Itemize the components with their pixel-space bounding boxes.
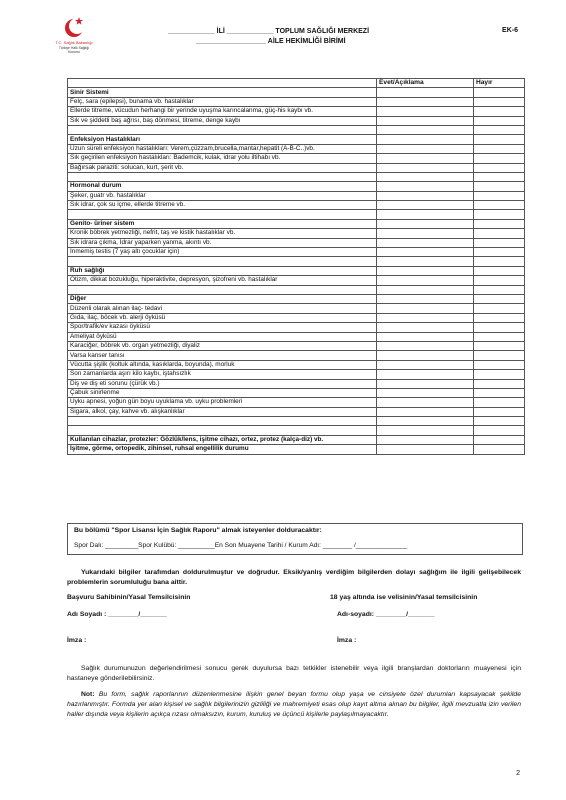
document-header xyxy=(168,27,448,47)
table-row xyxy=(68,172,525,181)
no-answer-cell[interactable] xyxy=(474,97,525,106)
yes-answer-cell[interactable] xyxy=(377,285,474,294)
question-cell: Sık idrar, çok su içme, ellerde titreme vb. xyxy=(68,201,377,210)
table-row xyxy=(68,266,525,275)
yes-answer-cell[interactable] xyxy=(377,201,474,210)
no-answer-cell[interactable] xyxy=(474,398,525,407)
no-answer-cell[interactable] xyxy=(474,276,525,285)
question-cell xyxy=(68,417,377,426)
section-heading-cell: Diğer xyxy=(68,294,377,303)
no-answer-cell[interactable] xyxy=(474,163,525,172)
no-answer-cell[interactable] xyxy=(474,426,525,435)
table-row xyxy=(68,341,525,350)
no-answer-cell[interactable] xyxy=(474,294,525,303)
yes-answer-cell[interactable] xyxy=(377,351,474,360)
table-row xyxy=(68,257,525,266)
question-cell: Vücutta şişlik (koltuk altında, kasıklarda, boyunda), morluk xyxy=(68,360,377,369)
yes-answer-cell[interactable] xyxy=(377,125,474,134)
table-row xyxy=(68,407,525,416)
yes-answer-cell[interactable] xyxy=(377,107,474,116)
question-cell: İşitme, görme, ortopedik, zihinsel, ruhsal engellilik durumu xyxy=(68,445,377,454)
ministry-logo xyxy=(54,14,94,64)
yes-answer-cell[interactable] xyxy=(377,426,474,435)
question-cell: Sık idrara çıkma, İdrar yaparken yanma, akıntı vb. xyxy=(68,238,377,247)
yes-answer-cell[interactable] xyxy=(377,116,474,125)
question-cell xyxy=(68,426,377,435)
table-row xyxy=(68,163,525,172)
no-answer-cell[interactable] xyxy=(474,445,525,454)
no-answer-cell[interactable] xyxy=(474,107,525,116)
guardian-signature-title: 18 yaş altında ise velisinin/Yasal temsilcisinin xyxy=(330,594,478,601)
logo-line2: Türkiye Halk Sağlığı Kurumu xyxy=(58,45,90,54)
question-cell: Otizm, dikkat bozukluğu, hiperaktivite, depresyon, şizofreni vb. hastalıklar xyxy=(68,276,377,285)
question-cell: Bağırsak paraziti: solucan, kurt, şerit vb. xyxy=(68,163,377,172)
question-cell xyxy=(68,125,377,134)
no-answer-cell[interactable] xyxy=(474,201,525,210)
question-cell xyxy=(68,285,377,294)
question-cell: Sigara, alkol, çay, kahve vb. alışkanlıklar xyxy=(68,407,377,416)
table-row xyxy=(68,97,525,106)
table-row xyxy=(68,210,525,219)
health-declaration-table xyxy=(67,78,525,455)
table-row xyxy=(68,191,525,200)
yes-answer-cell[interactable] xyxy=(377,445,474,454)
no-answer-cell[interactable] xyxy=(474,313,525,322)
yes-answer-cell[interactable] xyxy=(377,163,474,172)
yes-answer-cell[interactable] xyxy=(377,407,474,416)
question-cell: Ameliyat öyküsü xyxy=(68,332,377,341)
exam-info-paragraph: Sağlık durumunuzun değerlendirilmesi sonucu gerek duyulursa bazı tetkikler istenebilir veya ilgili branşlardan doktorların muayenesi için hastaneye gönderilebilirsiniz. xyxy=(67,665,521,682)
no-answer-cell[interactable] xyxy=(474,172,525,181)
yes-answer-cell[interactable] xyxy=(377,172,474,181)
question-cell xyxy=(68,257,377,266)
section-heading-cell: Enfeksiyon Hastalıkları xyxy=(68,135,377,144)
yes-answer-cell[interactable] xyxy=(377,210,474,219)
sport-license-section xyxy=(67,523,523,555)
question-cell: Spor/trafik/ev kazası öyküsü xyxy=(68,323,377,332)
yes-answer-cell[interactable] xyxy=(377,219,474,228)
applicant-sign-field[interactable]: İmza : xyxy=(67,637,87,644)
yes-answer-cell[interactable] xyxy=(377,97,474,106)
yes-answer-cell[interactable] xyxy=(377,370,474,379)
question-cell: Kullanılan cihazlar, protezler: Gözlük/lens, işitme cihazı, ortez, protez (kalça-diz) vb. xyxy=(68,435,377,444)
yes-answer-cell[interactable] xyxy=(377,276,474,285)
table-row xyxy=(68,351,525,360)
question-cell xyxy=(68,210,377,219)
sport-section-title: Bu bölümü "Spor Lisansı İçin Sağlık Raporu" almak isteyenler dolduracaktır: xyxy=(74,527,322,534)
table-row xyxy=(68,88,525,97)
question-cell: Uzun süreli enfeksiyon hastalıkları: Verem,çüzzam,brucella,mantar,hepatit (A-B-C..)vb. xyxy=(68,144,377,153)
no-answer-cell[interactable] xyxy=(474,88,525,97)
question-cell: Karaciğer, böbrek vb. organ yetmezliği, diyaliz xyxy=(68,341,377,350)
no-answer-cell[interactable] xyxy=(474,125,525,134)
yes-answer-cell[interactable] xyxy=(377,435,474,444)
header-blank-cell xyxy=(68,79,377,88)
no-answer-cell[interactable] xyxy=(474,323,525,332)
table-row xyxy=(68,116,525,125)
yes-answer-cell[interactable] xyxy=(377,417,474,426)
table-row xyxy=(68,285,525,294)
table-row xyxy=(68,276,525,285)
applicant-signature-title: Başvuru Sahibinin/Yasal Temsilcisinin xyxy=(67,594,191,601)
table-row xyxy=(68,445,525,454)
question-cell: Son zamanlarda aşırı kilo kaybı, iştahsızlık xyxy=(68,370,377,379)
sport-fields[interactable]: Spor Dalı: _________Spor Kulübü: __________En Son Muayene Tarihi / Kurum Adı: ________ /______________ xyxy=(74,542,408,549)
question-cell: Kronik böbrek yetmezliği, nefrit, taş ve kistik hastalıklar vb. xyxy=(68,229,377,238)
yes-answer-cell[interactable] xyxy=(377,257,474,266)
guardian-sign-field[interactable]: İmza : xyxy=(337,637,357,644)
no-answer-cell[interactable] xyxy=(474,219,525,228)
no-answer-cell[interactable] xyxy=(474,388,525,397)
table-row xyxy=(68,135,525,144)
question-cell: Sık geçirilen enfeksiyon hastalıkları: Bademcik, kulak, idrar yolu iltihabı vb. xyxy=(68,154,377,163)
yes-answer-cell[interactable] xyxy=(377,323,474,332)
table-header-row xyxy=(68,79,525,88)
table-row xyxy=(68,125,525,134)
header-line1: ____________ İLİ ____________ TOPLUM SAĞLIĞI MERKEZİ xyxy=(168,28,370,35)
form-code: EK-6 xyxy=(502,27,518,34)
section-heading-cell: Genito- üriner sistem xyxy=(68,219,377,228)
note-label: Not: xyxy=(81,691,95,698)
yes-answer-cell[interactable] xyxy=(377,360,474,369)
declaration-text: Yukarıdaki bilgiler tarafımdan doldurulmuştur ve doğrudur. Eksik/yanlış verdiğim bilgilerden dolayı sağlığım ile ilgili gelişebilecek problemlerin sorumluluğu bana aittir. xyxy=(67,569,521,586)
table-row xyxy=(68,379,525,388)
no-answer-cell[interactable] xyxy=(474,379,525,388)
yes-answer-cell[interactable] xyxy=(377,144,474,153)
yes-answer-cell[interactable] xyxy=(377,332,474,341)
yes-answer-cell[interactable] xyxy=(377,182,474,191)
no-answer-cell[interactable] xyxy=(474,182,525,191)
table-row xyxy=(68,435,525,444)
yes-answer-cell[interactable] xyxy=(377,88,474,97)
guardian-name-field[interactable]: Adı-soyadı: ________/_______ xyxy=(337,611,435,618)
no-answer-cell[interactable] xyxy=(474,351,525,360)
question-cell: Uyku apnesi, yoğun gün boyu uyuklama vb. uyku problemleri xyxy=(68,398,377,407)
question-cell: İnmemiş testis (7 yaş altı çocuklar için) xyxy=(68,248,377,257)
no-answer-cell[interactable] xyxy=(474,304,525,313)
yes-answer-cell[interactable] xyxy=(377,398,474,407)
table-row xyxy=(68,144,525,153)
question-cell: Felç, sara (epilepsi), bunama vb. hastalıklar xyxy=(68,97,377,106)
no-answer-cell[interactable] xyxy=(474,407,525,416)
yes-answer-cell[interactable] xyxy=(377,191,474,200)
no-answer-cell[interactable] xyxy=(474,360,525,369)
section-heading-cell: Ruh sağlığı xyxy=(68,266,377,275)
yes-answer-cell[interactable] xyxy=(377,388,474,397)
table-row xyxy=(68,219,525,228)
column-header-no: Hayır xyxy=(474,79,525,88)
question-cell: Düzenli olarak alınan ilaç- tedavi xyxy=(68,304,377,313)
table-row xyxy=(68,238,525,247)
table-row xyxy=(68,398,525,407)
table-row xyxy=(68,388,525,397)
section-heading-cell: Sinir Sistemi xyxy=(68,88,377,97)
page-number: 2 xyxy=(516,770,520,777)
question-cell: Şeker, guatr vb. hastalıklar xyxy=(68,191,377,200)
no-answer-cell[interactable] xyxy=(474,332,525,341)
table-row xyxy=(68,182,525,191)
yes-answer-cell[interactable] xyxy=(377,238,474,247)
crescent-star-icon xyxy=(63,14,85,40)
no-answer-cell[interactable] xyxy=(474,154,525,163)
no-answer-cell[interactable] xyxy=(474,210,525,219)
yes-answer-cell[interactable] xyxy=(377,154,474,163)
no-answer-cell[interactable] xyxy=(474,417,525,426)
table-row xyxy=(68,107,525,116)
no-answer-cell[interactable] xyxy=(474,238,525,247)
table-row xyxy=(68,304,525,313)
no-answer-cell[interactable] xyxy=(474,229,525,238)
yes-answer-cell[interactable] xyxy=(377,294,474,303)
note-text: Bu form, sağlık raporlarının düzenlenmesine ilişkin genel beyan formu olup yaşa ve cinsiyete özel durumları kapsayacak şekilde hazırlanmıştır. Formda yer alan kişisel ve sağlık bilgilerinizin gizliliği ve mahremiyeti esas olup kayıt altına alınan bu bilgiler, ilgili mevzuatla izin verilen haller dışında veya kişilerin açıkça rızası olmaksızın, kurum, kuruluş ve üçüncü kişilerle paylaşılmayacaktır. xyxy=(67,691,521,718)
yes-answer-cell[interactable] xyxy=(377,379,474,388)
header-line2: __________________ AİLE HEKİMLİĞİ BİRİMİ xyxy=(196,38,346,45)
yes-answer-cell[interactable] xyxy=(377,304,474,313)
no-answer-cell[interactable] xyxy=(474,191,525,200)
table-row xyxy=(68,360,525,369)
table-row xyxy=(68,294,525,303)
table-row xyxy=(68,323,525,332)
table-row xyxy=(68,332,525,341)
yes-answer-cell[interactable] xyxy=(377,229,474,238)
no-answer-cell[interactable] xyxy=(474,341,525,350)
no-answer-cell[interactable] xyxy=(474,285,525,294)
no-answer-cell[interactable] xyxy=(474,248,525,257)
table-row xyxy=(68,313,525,322)
applicant-name-field[interactable]: Adı Soyadı : ________/_______ xyxy=(67,611,167,618)
no-answer-cell[interactable] xyxy=(474,257,525,266)
table-row xyxy=(68,248,525,257)
table-row xyxy=(68,229,525,238)
privacy-note xyxy=(67,690,521,720)
yes-answer-cell[interactable] xyxy=(377,341,474,350)
yes-answer-cell[interactable] xyxy=(377,248,474,257)
section-heading-cell: Hormonal durum xyxy=(68,182,377,191)
question-cell: Ellerde titreme, vücudun herhangi bir yerinde uyuşma karıncalanma, güç-his kaybı vb. xyxy=(68,107,377,116)
question-cell: Çabuk sinirlenme xyxy=(68,388,377,397)
table-row xyxy=(68,201,525,210)
no-answer-cell[interactable] xyxy=(474,135,525,144)
question-cell xyxy=(68,172,377,181)
question-cell: Diş ve diş eti sorunu (çürük vb.) xyxy=(68,379,377,388)
no-answer-cell[interactable] xyxy=(474,144,525,153)
no-answer-cell[interactable] xyxy=(474,266,525,275)
yes-answer-cell[interactable] xyxy=(377,266,474,275)
no-answer-cell[interactable] xyxy=(474,435,525,444)
table-row xyxy=(68,417,525,426)
question-cell: Varsa kanser tanısı xyxy=(68,351,377,360)
logo-line1: T.C. Sağlık Bakanlığı xyxy=(55,40,93,45)
table-row xyxy=(68,154,525,163)
table-row xyxy=(68,370,525,379)
yes-answer-cell[interactable] xyxy=(377,313,474,322)
question-cell: Sık ve şiddetli baş ağrısı, baş dönmesi, titreme, denge kaybı xyxy=(68,116,377,125)
table-row xyxy=(68,426,525,435)
yes-answer-cell[interactable] xyxy=(377,135,474,144)
no-answer-cell[interactable] xyxy=(474,116,525,125)
no-answer-cell[interactable] xyxy=(474,370,525,379)
column-header-yes: Evet/Açıklama xyxy=(377,79,474,88)
question-cell: Gıda, ilaç, böcek vb. alerji öyküsü xyxy=(68,313,377,322)
